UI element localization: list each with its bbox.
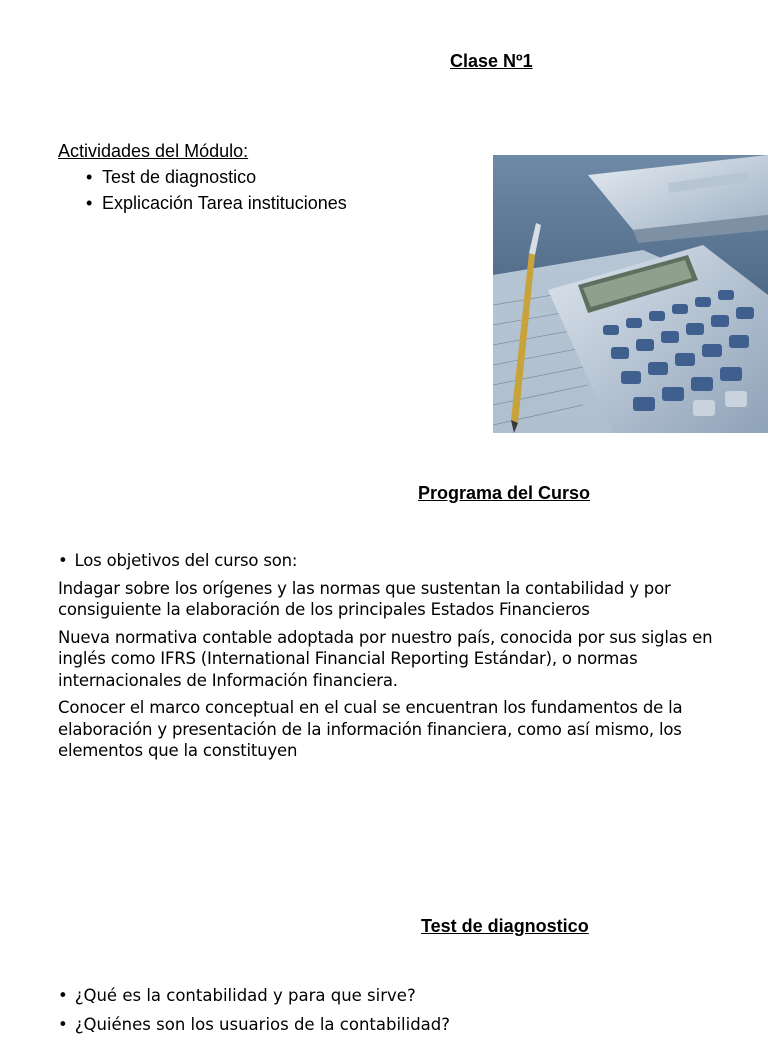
list-item <box>58 984 748 1007</box>
course-objectives <box>58 550 748 768</box>
list-item <box>58 1013 748 1036</box>
objective-paragraph: Nueva normativa contable adoptada por nuestro país, conocida por sus siglas en inglés como IFRS (International Financial Reporting Estándar), o normas internacionales de Información financiera. <box>58 627 713 690</box>
objective-paragraph: Conocer el marco conceptual en el cual se encuentran los fundamentos de la elaboración y presentación de la información financiera, como así mismo, los elementos que la constituyen <box>58 698 683 760</box>
objective-paragraph: Indagar sobre los orígenes y las normas que sustentan la contabilidad y por consiguiente la elaboración de los principales Estados Financieros <box>58 578 671 619</box>
page-title: Clase Nº1 <box>450 51 533 71</box>
list-item: • Explicación Tarea instituciones <box>86 190 347 216</box>
calculator-photo <box>493 155 768 433</box>
objectives-intro-text: Los objetivos del curso son: <box>74 551 298 570</box>
question-text: ¿Qué es la contabilidad y para que sirve? <box>74 986 416 1005</box>
section-title-test: Test de diagnostico <box>421 916 589 936</box>
activities-heading: Actividades del Módulo: <box>58 141 249 161</box>
bullet-icon: • <box>58 986 68 1005</box>
module-activities <box>58 138 347 216</box>
bullet-icon: • <box>58 551 68 570</box>
section-title-program: Programa del Curso <box>418 483 591 503</box>
activities-list <box>58 164 347 216</box>
objectives-intro <box>58 550 748 572</box>
bullet-icon: • <box>58 1015 68 1034</box>
question-text: ¿Quiénes son los usuarios de la contabilidad? <box>74 1015 451 1034</box>
list-item: • Test de diagnostico <box>86 164 347 190</box>
diagnostic-questions <box>58 984 748 1042</box>
